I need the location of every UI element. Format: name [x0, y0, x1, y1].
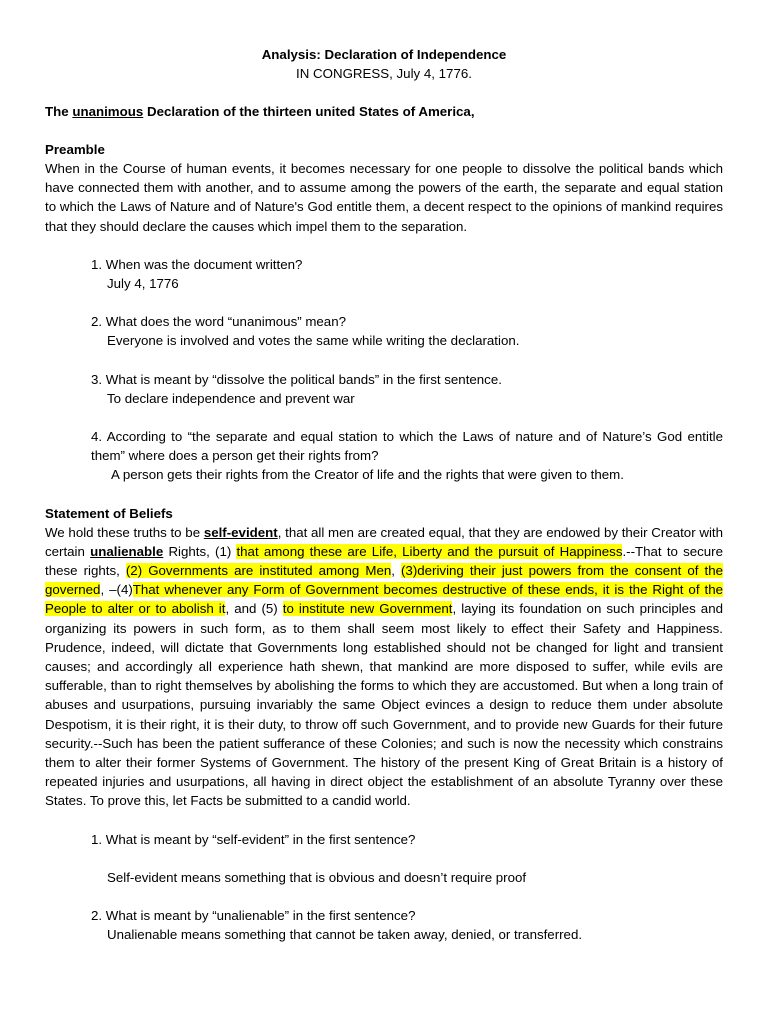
document-title: Analysis: Declaration of Independence — [261, 47, 507, 62]
answer-text: Unalienable means something that cannot be taken away, denied, or transferred. — [107, 927, 583, 943]
question-text: 1. What is meant by “self-evident” in the first sentence? — [91, 831, 416, 847]
answer-text: To declare independence and prevent war — [107, 390, 355, 406]
beliefs-seg: , laying its foundation on such principles and organizing its powers in such form, as to them shall seem most likely to effect their Safety and Happiness. Prudence, indeed, will dictate that Governments long established should not be changed for light and transient causes; and accordingly all experience hath shewn, that mankind are more disposed to suffer, while evils are sufferable, than to right themselves by abolishing the forms to which they are accustomed. But when a long train of abuses and usurpations, pursuing invariably the same Object evinces a design to reduce them under absolute Despotism, it is their right, it is their duty, to throw off such Government, and to provide new Guards for their future security.--Such has been the patient sufferance of these Colonies; and such is now the necessity which constrains them to alter their former Systems of Government. The history of the present King of Great Britain is a history of repeated injuries and usurpations, all having in direct object the establishment of an absolute Tyranny over these States. To prove this, let Facts be submitted to a candid world. — [45, 601, 723, 809]
beliefs-seg: .--That to secure these rights, — [45, 543, 724, 579]
document-subtitle: IN CONGRESS, July 4, 1776. — [296, 66, 472, 81]
question-text: 2. What is meant by “unalienable” in the first sentence? — [91, 908, 416, 924]
preamble-question-2 — [45, 312, 723, 350]
beliefs-seg: , that all men are created equal, that they are endowed by their Creator with certain — [45, 524, 723, 559]
beliefs-seg: Rights, (1) — [163, 543, 237, 559]
beliefs-seg: , –(4) — [100, 582, 133, 598]
preamble-question-4 — [45, 427, 723, 485]
highlight-3: (3)deriving their just powers from the consent of the governed — [45, 563, 723, 598]
beliefs-question-1 — [45, 830, 723, 887]
highlight-4: That whenever any Form of Government becomes destructive of these ends, it is the Right of the People to alter or to abolish it — [45, 582, 723, 617]
self-evident-word: self-evident — [203, 524, 278, 540]
preamble-question-1 — [45, 255, 723, 293]
document-page — [45, 45, 723, 945]
beliefs-seg: , — [391, 563, 401, 579]
question-text: 2. What does the word “unanimous” mean? — [91, 314, 346, 330]
declaration-title-pre: The — [45, 104, 73, 119]
unanimous-word: unanimous — [72, 104, 144, 119]
answer-text: Self-evident means something that is obvious and doesn’t require proof — [107, 869, 527, 885]
highlight-1: that among these are Life, Liberty and the pursuit of Happiness — [236, 543, 623, 559]
preamble-heading: Preamble — [45, 142, 105, 157]
answer-text: Everyone is involved and votes the same while writing the declaration. — [107, 333, 520, 349]
answer-text: July 4, 1776 — [107, 276, 179, 292]
answer-text: A person gets their rights from the Creator of life and the rights that were given to them. — [111, 467, 624, 483]
unalienable-word: unalienable — [90, 543, 164, 559]
beliefs-question-2 — [45, 906, 723, 944]
beliefs-seg: , and (5) — [225, 601, 283, 617]
declaration-title-post: Declaration of the thirteen united States of America, — [143, 104, 475, 119]
beliefs-heading: Statement of Beliefs — [45, 505, 173, 521]
question-text: 1. When was the document written? — [91, 256, 303, 272]
question-text: 4. According to “the separate and equal station to which the Laws of nature and of Nature’s God entitle them” where does a person get their rights from? — [91, 429, 723, 464]
preamble-question-3 — [45, 370, 723, 408]
highlight-2: (2) Governments are instituted among Men — [125, 563, 392, 579]
highlight-5: to institute new Government — [282, 601, 453, 617]
question-text: 3. What is meant by “dissolve the political bands” in the first sentence. — [91, 371, 502, 387]
preamble-text: When in the Course of human events, it becomes necessary for one people to dissolve the political bands which have connected them with another, and to assume among the powers of the earth, the separate and equal station to which the Laws of Nature and of Nature's God entitle them, a decent respect to the opinions of mankind requires that they should declare the causes which impel them to the separation. — [45, 161, 723, 234]
declaration-title — [45, 102, 723, 121]
beliefs-seg: We hold these truths to be — [45, 524, 204, 540]
beliefs-text — [45, 523, 723, 811]
